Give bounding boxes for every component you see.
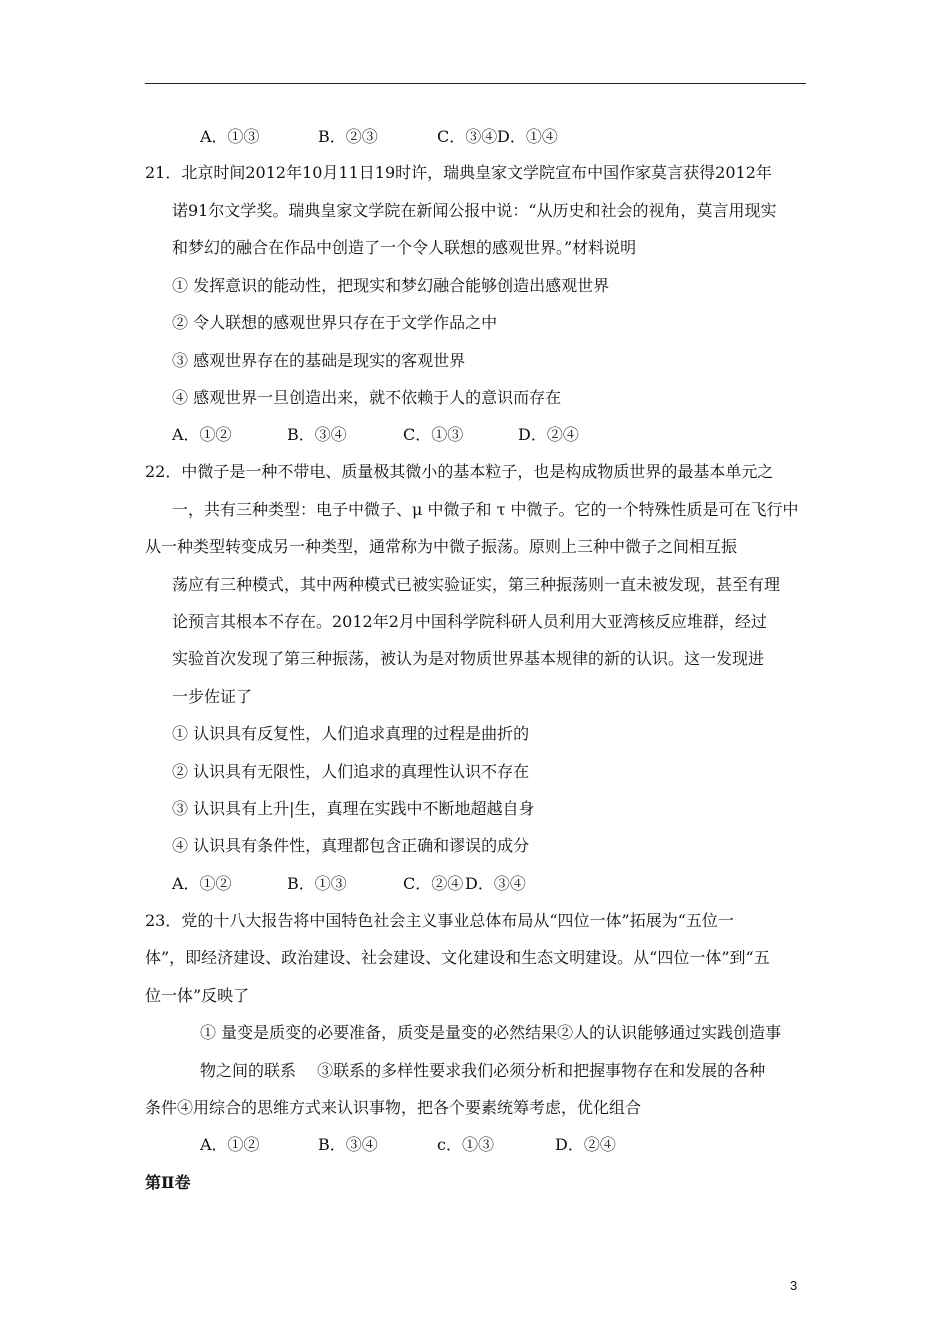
- q23-option-a: A．①②: [200, 1135, 260, 1154]
- q21-option-a: A．①②: [172, 425, 232, 444]
- prev-option-d: D．①④: [497, 127, 558, 146]
- prev-option-c: C．③④: [437, 127, 498, 146]
- q23-stem-line: 23．党的十八大报告将中国特色社会主义事业总体布局从“四位一体”拓展为“五位一: [145, 911, 734, 930]
- q22-item-4: ④ 认识具有条件性，真理都包含正确和谬误的成分: [172, 836, 530, 855]
- q22-stem-line: 22．中微子是一种不带电、质量极其微小的基本粒子，也是构成物质世界的最基本单元之: [145, 462, 774, 481]
- q21-item-1: ① 发挥意识的能动性，把现实和梦幻融合能够创造出感观世界: [172, 276, 610, 295]
- q22-stem-line: 论预言其根本不存在。2012年2月中国科学院科研人员利用大亚湾核反应堆群，经过: [172, 612, 767, 631]
- q22-stem-line: 从一种类型转变成另一种类型，通常称为中微子振荡。原则上三种中微子之间相互振: [145, 537, 738, 556]
- q23-item-line: 条件④用综合的思维方式来认识事物，把各个要素统筹考虑，优化组合: [145, 1098, 642, 1117]
- prev-option-a: A．①③: [200, 127, 260, 146]
- q22-stem-line: 实验首次发现了第三种振荡，被认为是对物质世界基本规律的新的认识。这一发现进: [172, 649, 765, 668]
- q23-option-d: D．②④: [555, 1135, 616, 1154]
- q22-item-1: ① 认识具有反复性，人们追求真理的过程是曲折的: [172, 724, 530, 743]
- q21-item-2: ② 令人联想的感观世界只存在于文学作品之中: [172, 313, 498, 332]
- q21-stem-line: 和梦幻的融合在作品中创造了一个令人联想的感观世界。”材料说明: [172, 238, 637, 257]
- q23-option-c: c．①③: [437, 1135, 494, 1154]
- q21-stem-line: 诺91尔文学奖。瑞典皇家文学院在新闻公报中说：“从历史和社会的视角，莫言用现实: [172, 201, 777, 220]
- q23-item-line: 物之间的联系 ③联系的多样性要求我们必须分析和把握事物存在和发展的各种: [200, 1061, 766, 1080]
- q23-option-b: B．③④: [318, 1135, 378, 1154]
- header-rule: [145, 83, 806, 84]
- q21-option-c: C．①③: [403, 425, 464, 444]
- q22-option-a: A．①②: [172, 874, 232, 893]
- q23-stem-line: 体”，即经济建设、政治建设、社会建设、文化建设和生态文明建设。从“四位一体”到“五: [145, 948, 770, 967]
- q21-item-3: ③ 感观世界存在的基础是现实的客观世界: [172, 351, 466, 370]
- section-title: 第Ⅱ卷: [145, 1173, 191, 1192]
- q22-item-2: ② 认识具有无限性，人们追求的真理性认识不存在: [172, 762, 530, 781]
- page-number: 3: [790, 1278, 798, 1293]
- q21-stem-line: 21．北京时间2012年10月11日19时许，瑞典皇家文学院宣布中国作家莫言获得2012年: [145, 163, 772, 182]
- q23-stem-line: 位一体”反映了: [145, 986, 250, 1005]
- q22-option-c: C．②④: [403, 874, 464, 893]
- q22-option-b: B．①③: [287, 874, 347, 893]
- q22-stem-line: 荡应有三种模式，其中两种模式已被实验证实，第三种振荡则一直未被发现，甚至有理: [172, 575, 781, 594]
- q23-item-line: ① 量变是质变的必要准备，质变是量变的必然结果②人的认识能够通过实践创造事: [200, 1023, 782, 1042]
- q21-item-4: ④ 感观世界一旦创造出来，就不依赖于人的意识而存在: [172, 388, 562, 407]
- prev-option-b: B．②③: [318, 127, 378, 146]
- q21-option-d: D．②④: [518, 425, 579, 444]
- q22-stem-line: 一步佐证了: [172, 687, 253, 706]
- q22-stem-line: 一，共有三种类型：电子中微子、μ 中微子和 τ 中微子。它的一个特殊性质是可在飞行中: [172, 500, 799, 519]
- q22-option-d: D．③④: [465, 874, 526, 893]
- q22-item-3: ③ 认识具有上升|生，真理在实践中不断地超越自身: [172, 799, 535, 818]
- q21-option-b: B．③④: [287, 425, 347, 444]
